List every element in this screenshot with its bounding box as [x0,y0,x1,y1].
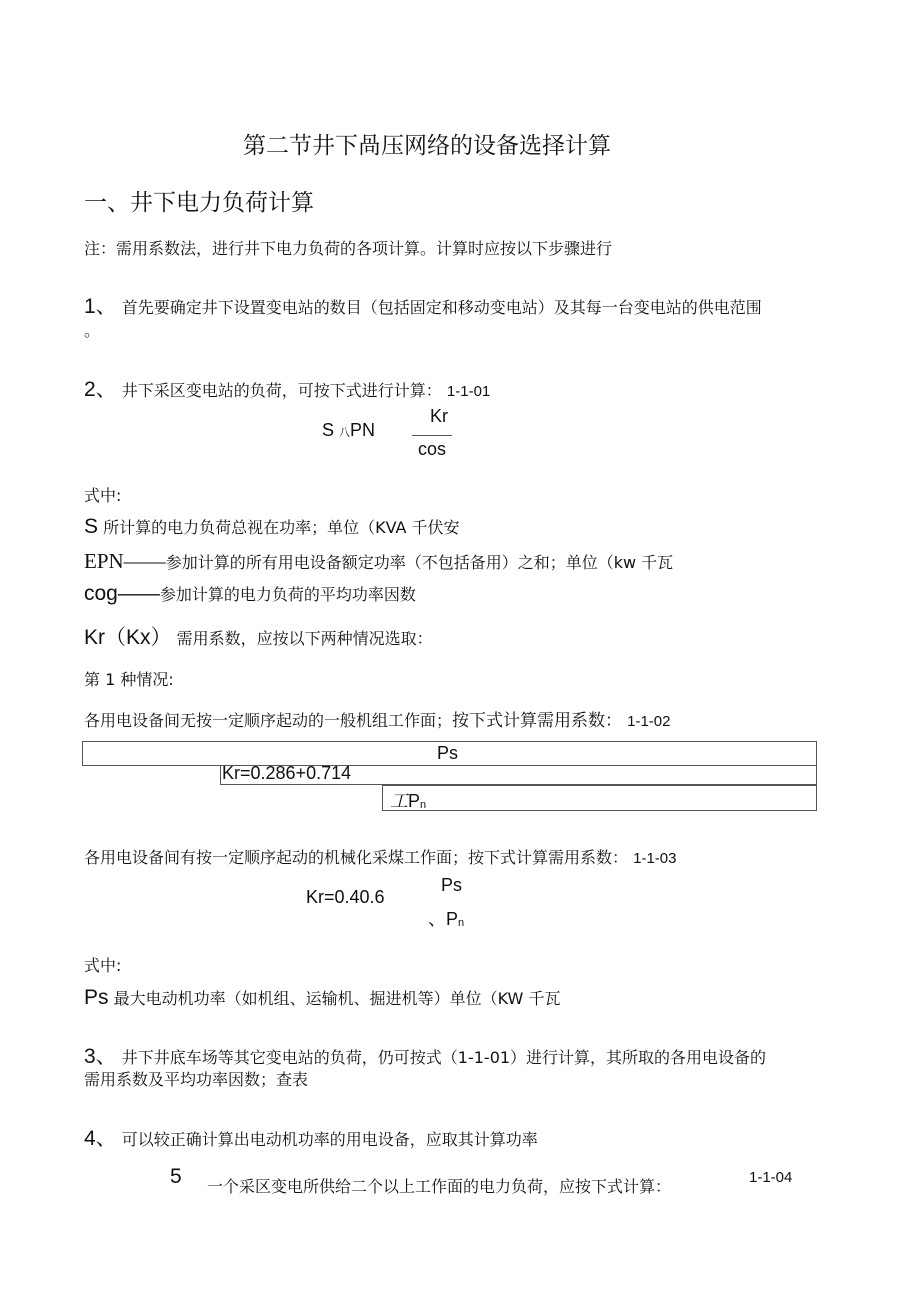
formula-1-lhs [322,420,375,441]
formula-1-subscript: 八 [339,427,351,439]
step-2-text: 井下采区变电站的负荷，可按下式进行计算： [121,381,442,400]
definition-epn-text: 参加计算的所有用电设备额定功率（不包括备用）之和；单位（kw 千瓦 [165,553,674,572]
formula-2-denominator [390,787,426,813]
case-1-text: 各用电设备间无按一定顺序起动的一般机组工作面； [84,711,453,730]
where-label-1: 式中: [84,486,122,505]
formula-2-denominator-box [382,785,817,811]
definition-epn [84,549,673,574]
formula-3-subscript: n [458,917,465,929]
step-3-text-2: 需用系数及平均功率因数；查表 [84,1070,309,1089]
formula-2-lhs: Kr=0.286+0.714 [222,763,352,783]
definition-cos-symbol: cog—— [84,582,160,605]
case-2-text: 各用电设备间有按一定顺序起动的机械化采煤工作面；按下式计算需用系数： [84,848,629,867]
step-4-text: 可以较正确计算出电动机功率的用电设备，应取其计算功率 [121,1130,538,1149]
formula-3-sum-symbol: 、 [428,909,446,929]
definition-s [84,515,460,539]
step-3-number: 3、 [84,1045,117,1068]
step-1 [84,290,762,320]
formula-2-p: P [408,791,421,811]
step-4-number: 4、 [84,1127,117,1150]
step-1-tail: 。 [84,321,101,340]
formula-2-sum-symbol: 工 [390,791,408,811]
step-5-ref: 1-1-04 [749,1169,793,1186]
where-label-2: 式中: [84,956,122,975]
step-2 [84,373,490,403]
definition-epn-symbol: EPN—— [84,549,166,573]
page-title: 第二节井下咼压网络的设备选择计算 [243,133,611,159]
formula-1-s: S [322,420,335,440]
definition-ps-text: 最大电动机功率（如机组、运输机、掘进机等）单位（KW 千瓦 [113,989,561,1008]
case-1-ref: 1-1-02 [627,713,671,730]
formula-3-denominator [428,905,464,931]
formula-3-numerator: Ps [441,875,463,895]
formula-1-fraction-line [412,435,452,436]
formula-2-numerator: Ps [437,743,459,763]
step-5-number: 5 [170,1165,182,1188]
section-heading: 一、井下电力负荷计算 [84,190,314,216]
step-3 [84,1040,766,1070]
definition-s-text: 所计算的电力负荷总视在功率；单位（KVA 千伏安 [103,518,460,537]
case-1-description [84,706,670,731]
step-4 [84,1122,538,1152]
formula-3-p: P [446,909,459,929]
definition-ps-symbol: Ps [84,986,109,1009]
definition-cos [84,582,416,606]
step-5-text: 一个采区变电所供给二个以上工作面的电力负荷，应按下式计算： [207,1177,672,1196]
definition-kr-symbol: Kr（Kx） [84,626,172,649]
definition-cos-text: 参加计算的电力负荷的平均功率因数 [159,585,416,604]
step-2-number: 2、 [84,378,117,401]
step-3-text: 井下井底车场等其它变电站的负荷，仍可按式（1-1-01）进行计算，其所取的各用电设备的 [121,1048,767,1067]
definition-kr-text: 需用系数，应按以下两种情况选取： [176,629,433,648]
step-1-number: 1、 [84,295,117,318]
formula-2-subscript: n [420,799,427,811]
case-2-description [84,845,676,868]
formula-1-numerator: Kr [430,406,448,426]
formula-1-denominator: cos [418,439,447,459]
case-2-ref: 1-1-03 [633,850,677,867]
case-1-text-2: 按下式计算需用系数： [452,711,623,731]
definition-kr [84,621,433,651]
definition-ps [84,986,560,1010]
step-2-ref: 1-1-01 [446,383,491,400]
formula-1-pn: PN [350,420,376,440]
definition-s-symbol: S [84,515,99,538]
step-1-text: 首先要确定井下设置变电站的数目（包括固定和移动变电站）及其每一台变电站的供电范围 [121,298,762,317]
note-text: 注：需用系数法，进行井下电力负荷的各项计算。计算时应按以下步骤进行 [84,239,613,258]
formula-3-lhs: Kr=0.40.6 [306,887,385,907]
case-1-label: 第 1 种情况: [84,670,174,689]
